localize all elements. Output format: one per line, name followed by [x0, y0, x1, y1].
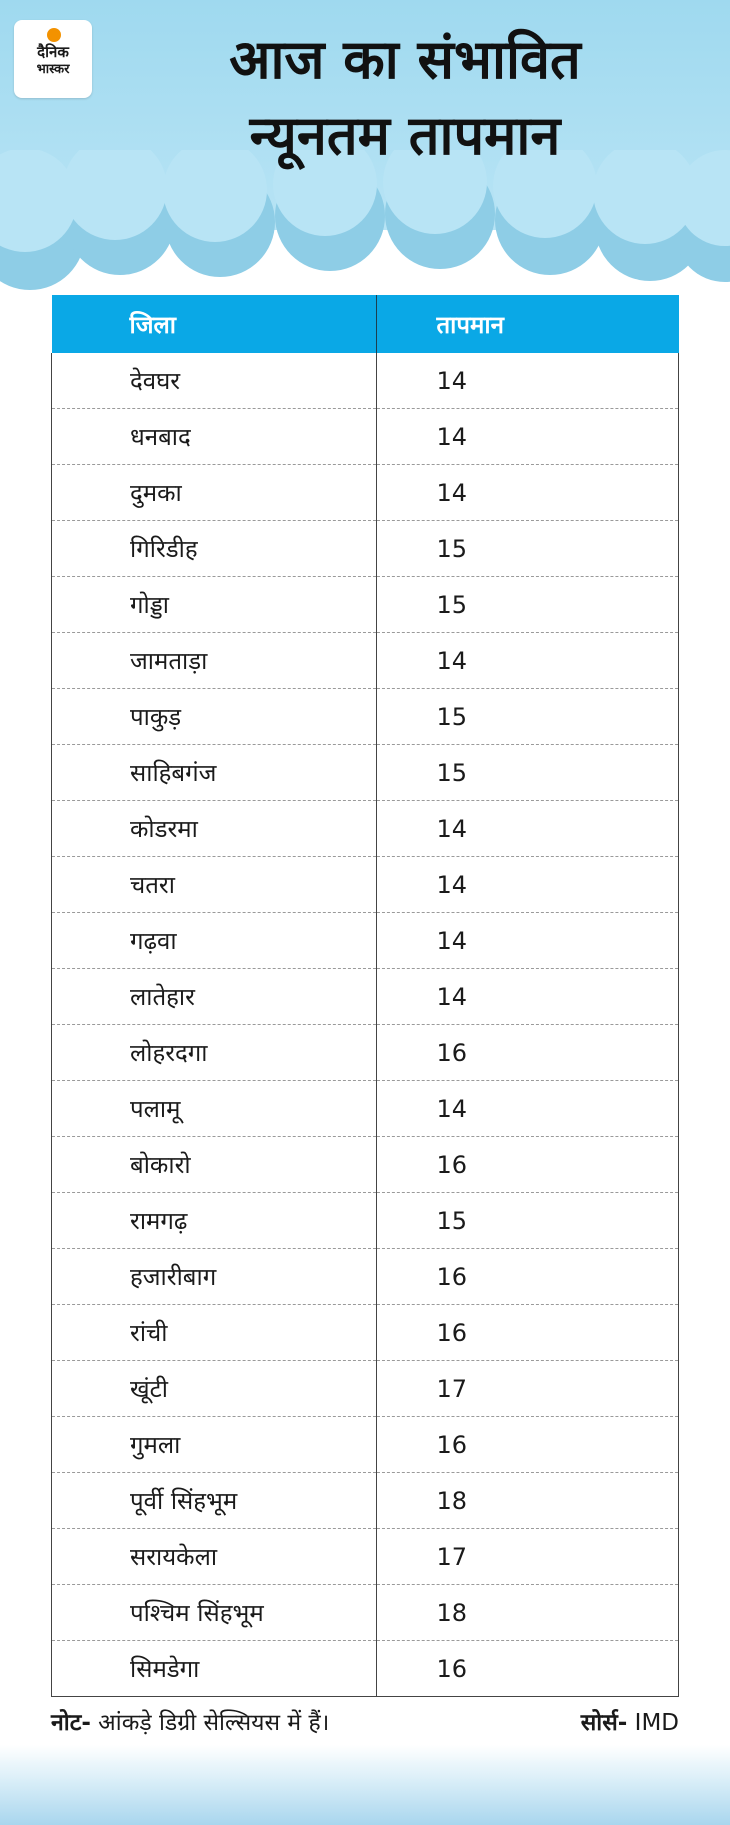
temperature-cell: 15 — [376, 689, 679, 745]
temperature-cell: 15 — [376, 521, 679, 577]
district-cell: गुमला — [52, 1417, 377, 1473]
note-label: नोट- — [51, 1710, 91, 1736]
district-cell: खूंटी — [52, 1361, 377, 1417]
temperature-cell: 14 — [376, 857, 679, 913]
logo-wordmark — [14, 44, 92, 78]
district-cell: सरायकेला — [52, 1529, 377, 1585]
district-cell: पूर्वी सिंहभूम — [52, 1473, 377, 1529]
table-row — [52, 913, 679, 969]
logo-line1: दैनिक — [37, 43, 69, 61]
temperature-cell: 18 — [376, 1473, 679, 1529]
table-row — [52, 1585, 679, 1641]
page-title — [110, 22, 700, 174]
table-row — [52, 1641, 679, 1697]
table-row — [52, 1473, 679, 1529]
temperature-cell: 14 — [376, 353, 679, 409]
table-row — [52, 1137, 679, 1193]
dainik-bhaskar-logo — [14, 20, 92, 98]
temperature-cell: 14 — [376, 1081, 679, 1137]
table-row — [52, 521, 679, 577]
table-row — [52, 745, 679, 801]
district-cell: बोकारो — [52, 1137, 377, 1193]
temperature-cell: 14 — [376, 801, 679, 857]
temperature-cell: 16 — [376, 1249, 679, 1305]
water-background — [0, 1745, 730, 1825]
district-cell: सिमडेगा — [52, 1641, 377, 1697]
table-row — [52, 1193, 679, 1249]
district-cell: हजारीबाग — [52, 1249, 377, 1305]
table-row — [52, 409, 679, 465]
temperature-cell: 14 — [376, 409, 679, 465]
source — [581, 1705, 679, 1741]
district-cell: पाकुड़ — [52, 689, 377, 745]
table-header-row — [52, 295, 679, 353]
temperature-cell: 16 — [376, 1641, 679, 1697]
table-row — [52, 1417, 679, 1473]
temperature-cell: 16 — [376, 1137, 679, 1193]
temperature-cell: 14 — [376, 969, 679, 1025]
table-row — [52, 801, 679, 857]
table-row — [52, 1249, 679, 1305]
table-row — [52, 689, 679, 745]
temperature-cell: 18 — [376, 1585, 679, 1641]
table-row — [52, 1081, 679, 1137]
district-cell: पलामू — [52, 1081, 377, 1137]
district-cell: गोड्डा — [52, 577, 377, 633]
district-cell: लातेहार — [52, 969, 377, 1025]
temperature-cell: 16 — [376, 1417, 679, 1473]
temperature-cell: 14 — [376, 913, 679, 969]
temperature-cell: 16 — [376, 1025, 679, 1081]
district-cell: लोहरदगा — [52, 1025, 377, 1081]
district-cell: पश्चिम सिंहभूम — [52, 1585, 377, 1641]
district-cell: धनबाद — [52, 409, 377, 465]
logo-line2: भास्कर — [36, 62, 70, 77]
source-text: IMD — [627, 1710, 679, 1736]
table-row — [52, 1529, 679, 1585]
table-row — [52, 353, 679, 409]
temperature-cell: 17 — [376, 1529, 679, 1585]
district-cell: देवघर — [52, 353, 377, 409]
source-label: सोर्स- — [580, 1710, 628, 1736]
header-temperature: तापमान — [376, 295, 679, 353]
district-cell: दुमका — [52, 465, 377, 521]
district-cell: रांची — [52, 1305, 377, 1361]
table-row — [52, 465, 679, 521]
district-cell: जामताड़ा — [52, 633, 377, 689]
temperature-cell: 15 — [376, 577, 679, 633]
temperature-table — [51, 295, 679, 1697]
footer — [51, 1705, 679, 1741]
note-text: आंकड़े डिग्री सेल्सियस में हैं। — [90, 1710, 330, 1736]
district-cell: रामगढ़ — [52, 1193, 377, 1249]
district-cell: गिरिडीह — [52, 521, 377, 577]
temperature-cell: 17 — [376, 1361, 679, 1417]
table-row — [52, 633, 679, 689]
temperature-cell: 15 — [376, 1193, 679, 1249]
temperature-cell: 15 — [376, 745, 679, 801]
table-row — [52, 1305, 679, 1361]
table-row — [52, 857, 679, 913]
sun-icon — [47, 28, 61, 42]
header-district: जिला — [52, 295, 377, 353]
table-row — [52, 577, 679, 633]
title-line1: आज का संभावित — [229, 28, 581, 91]
table-row — [52, 1361, 679, 1417]
district-cell: कोडरमा — [52, 801, 377, 857]
table-row — [52, 1025, 679, 1081]
district-cell: चतरा — [52, 857, 377, 913]
table-row — [52, 969, 679, 1025]
district-cell: साहिबगंज — [52, 745, 377, 801]
temperature-cell: 14 — [376, 633, 679, 689]
title-line2: न्यूनतम तापमान — [249, 104, 561, 167]
temperature-cell: 14 — [376, 465, 679, 521]
district-cell: गढ़वा — [52, 913, 377, 969]
note — [51, 1705, 329, 1741]
temperature-cell: 16 — [376, 1305, 679, 1361]
